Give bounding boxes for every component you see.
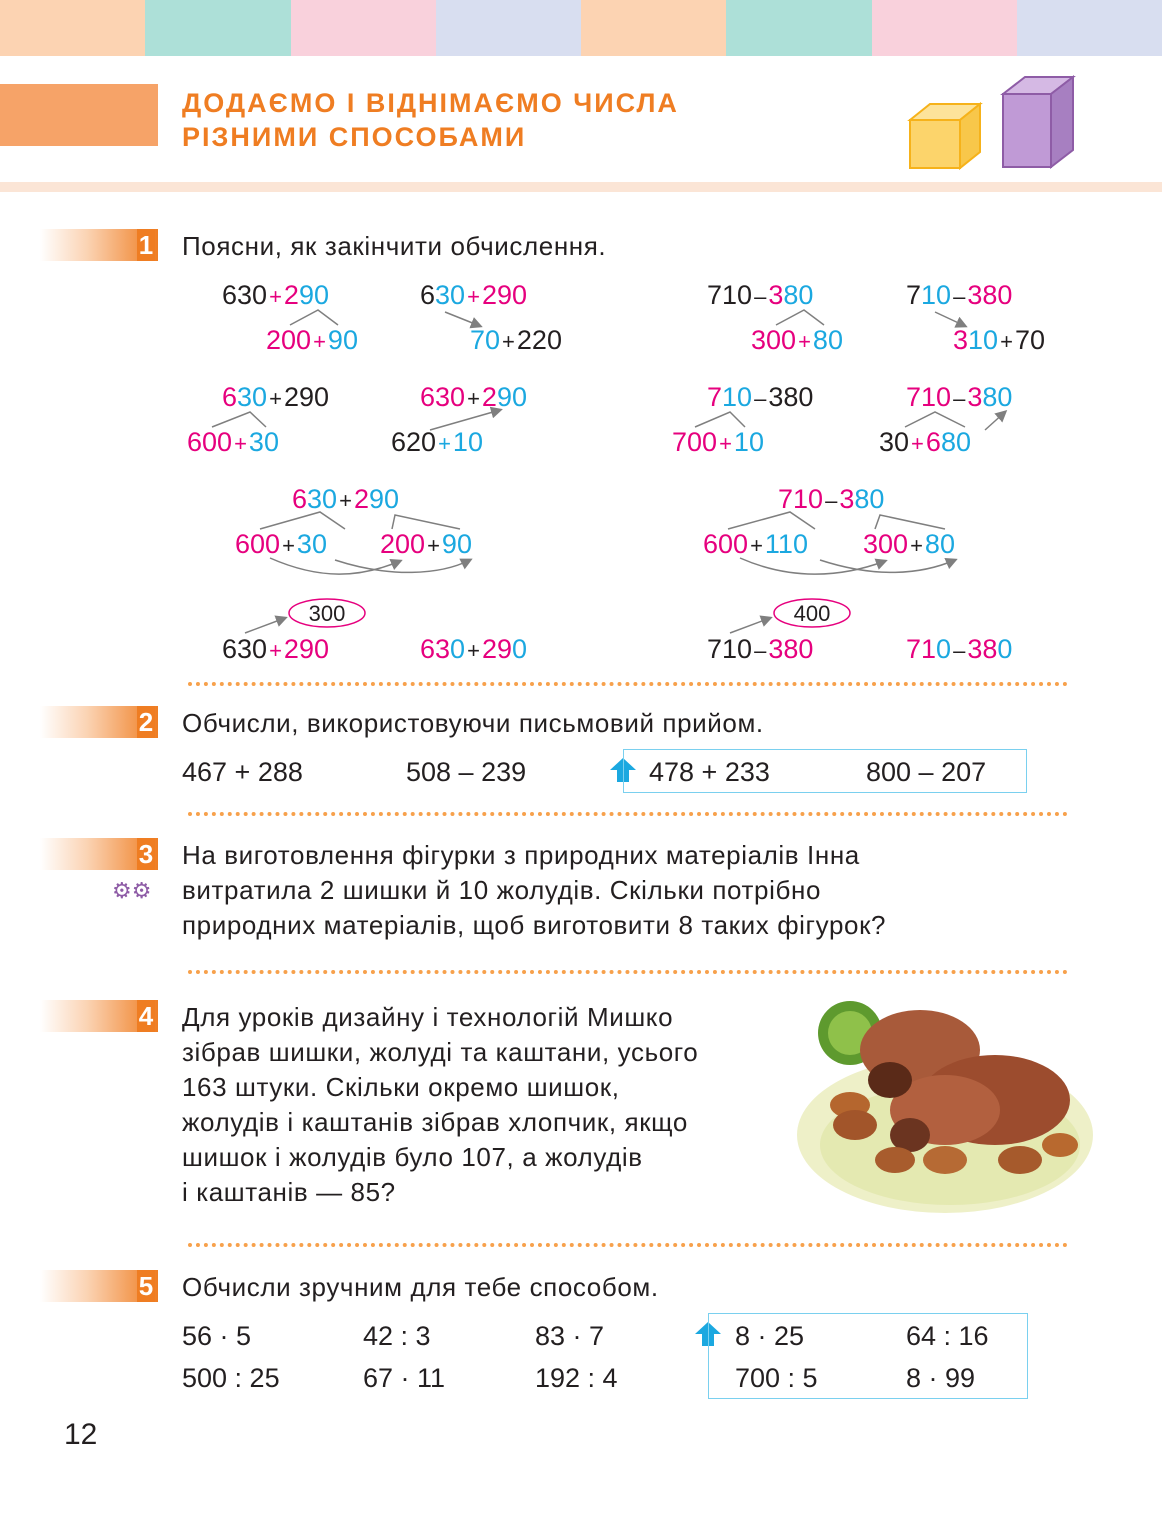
- expr: 600+110: [703, 529, 808, 559]
- expr: 710–380: [707, 382, 814, 412]
- expr: 630+290: [222, 382, 329, 412]
- expr: 8 · 25: [735, 1321, 805, 1351]
- decomposition-lines: [0, 0, 1162, 700]
- exercise-3-tab: [40, 838, 158, 870]
- divider: [188, 812, 1068, 816]
- divider: [188, 682, 1068, 686]
- divider: [188, 1243, 1068, 1247]
- expr: 300+80: [863, 529, 955, 559]
- exercise-number: 1: [138, 230, 154, 260]
- expr: 500 : 25: [182, 1363, 280, 1393]
- expr: 8 · 99: [906, 1363, 976, 1393]
- oval-label: 300: [308, 601, 346, 626]
- cones-acorns-chestnuts-illustration: [795, 995, 1095, 1220]
- expr: 56 · 5: [182, 1321, 252, 1351]
- expr: 600+30: [187, 427, 279, 457]
- expr: 630+290: [420, 382, 527, 412]
- expr: 478 + 233: [649, 757, 770, 787]
- text-line: і каштанів — 85?: [182, 1177, 396, 1207]
- text-line: жолудів і каштанів зібрав хлопчик, якщо: [182, 1107, 688, 1137]
- expr: 67 · 11: [363, 1363, 446, 1393]
- exercise-2-text: Обчисли, використовуючи письмовий прийом.: [182, 708, 764, 738]
- exercise-5-text: Обчисли зручним для тебе способом.: [182, 1272, 659, 1302]
- expr: 64 : 16: [906, 1321, 989, 1351]
- text-line: природних матеріалів, щоб виготовити 8 таких фігурок?: [182, 910, 887, 940]
- expr: 192 : 4: [535, 1363, 618, 1393]
- oval-label: 400: [793, 601, 831, 626]
- page-number: 12: [64, 1418, 98, 1451]
- exercise-1-text: Поясни, як закінчити обчислення.: [182, 231, 607, 261]
- expr: 600+30: [235, 529, 327, 559]
- expr: 200+90: [380, 529, 472, 559]
- title-line-2: РІЗНИМИ СПОСОБАМИ: [182, 122, 527, 152]
- expr: 710–380: [707, 634, 814, 664]
- title-line-1: ДОДАЄМО І ВІДНІМАЄМО ЧИСЛА: [182, 88, 679, 118]
- exercise-4-tab: [40, 1000, 158, 1032]
- expr: 200+90: [266, 325, 358, 355]
- exercise-number: 3: [138, 839, 154, 869]
- text-line: Для уроків дизайну і технологій Мишко: [182, 1002, 674, 1032]
- expr: 710–380: [906, 382, 1013, 412]
- expr: 508 – 239: [406, 757, 527, 787]
- exercise-3-text: [182, 838, 886, 943]
- expr: 710–380: [778, 484, 885, 514]
- expr: 800 – 207: [866, 757, 987, 787]
- exercise-number: 4: [138, 1001, 154, 1031]
- expr: 710–380: [906, 280, 1013, 310]
- text-line: На виготовлення фігурки з природних матеріалів Інна: [182, 840, 860, 870]
- expr: 630+290: [222, 280, 329, 310]
- expr: 300+80: [751, 325, 843, 355]
- expr: 83 · 7: [535, 1321, 605, 1351]
- expr: 710–380: [906, 634, 1013, 664]
- text-line: зібрав шишки, жолуді та каштани, усього: [182, 1037, 699, 1067]
- expr: 630+290: [420, 634, 528, 664]
- expr: 310+70: [953, 325, 1045, 355]
- expr: 630+290: [292, 484, 400, 514]
- expr: 700+10: [672, 427, 764, 457]
- expr: 700 : 5: [735, 1363, 818, 1393]
- expr: 42 : 3: [363, 1321, 431, 1351]
- expr: 30+680: [879, 427, 971, 457]
- exercise-number: 2: [138, 707, 154, 737]
- gears-icon: ⚙⚙: [112, 878, 152, 903]
- expr: 620+10: [391, 427, 483, 457]
- exercise-4-text: [182, 1000, 698, 1210]
- exercise-5-tab: [40, 1270, 158, 1302]
- exercise-2-tab: [40, 706, 158, 738]
- text-line: витратила 2 шишки й 10 жолудів. Скільки потрібно: [182, 875, 821, 905]
- expr: 467 + 288: [182, 757, 303, 787]
- text-line: шишок і жолудів було 107, а жолудів: [182, 1142, 643, 1172]
- expr: 710–380: [707, 280, 814, 310]
- expr: 630+290: [420, 280, 527, 310]
- expr: 70+220: [470, 325, 562, 355]
- divider: [188, 970, 1068, 974]
- exercise-number: 5: [138, 1271, 154, 1301]
- expr: 630+290: [222, 634, 329, 664]
- text-line: 163 штуки. Скільки окремо шишок,: [182, 1072, 620, 1102]
